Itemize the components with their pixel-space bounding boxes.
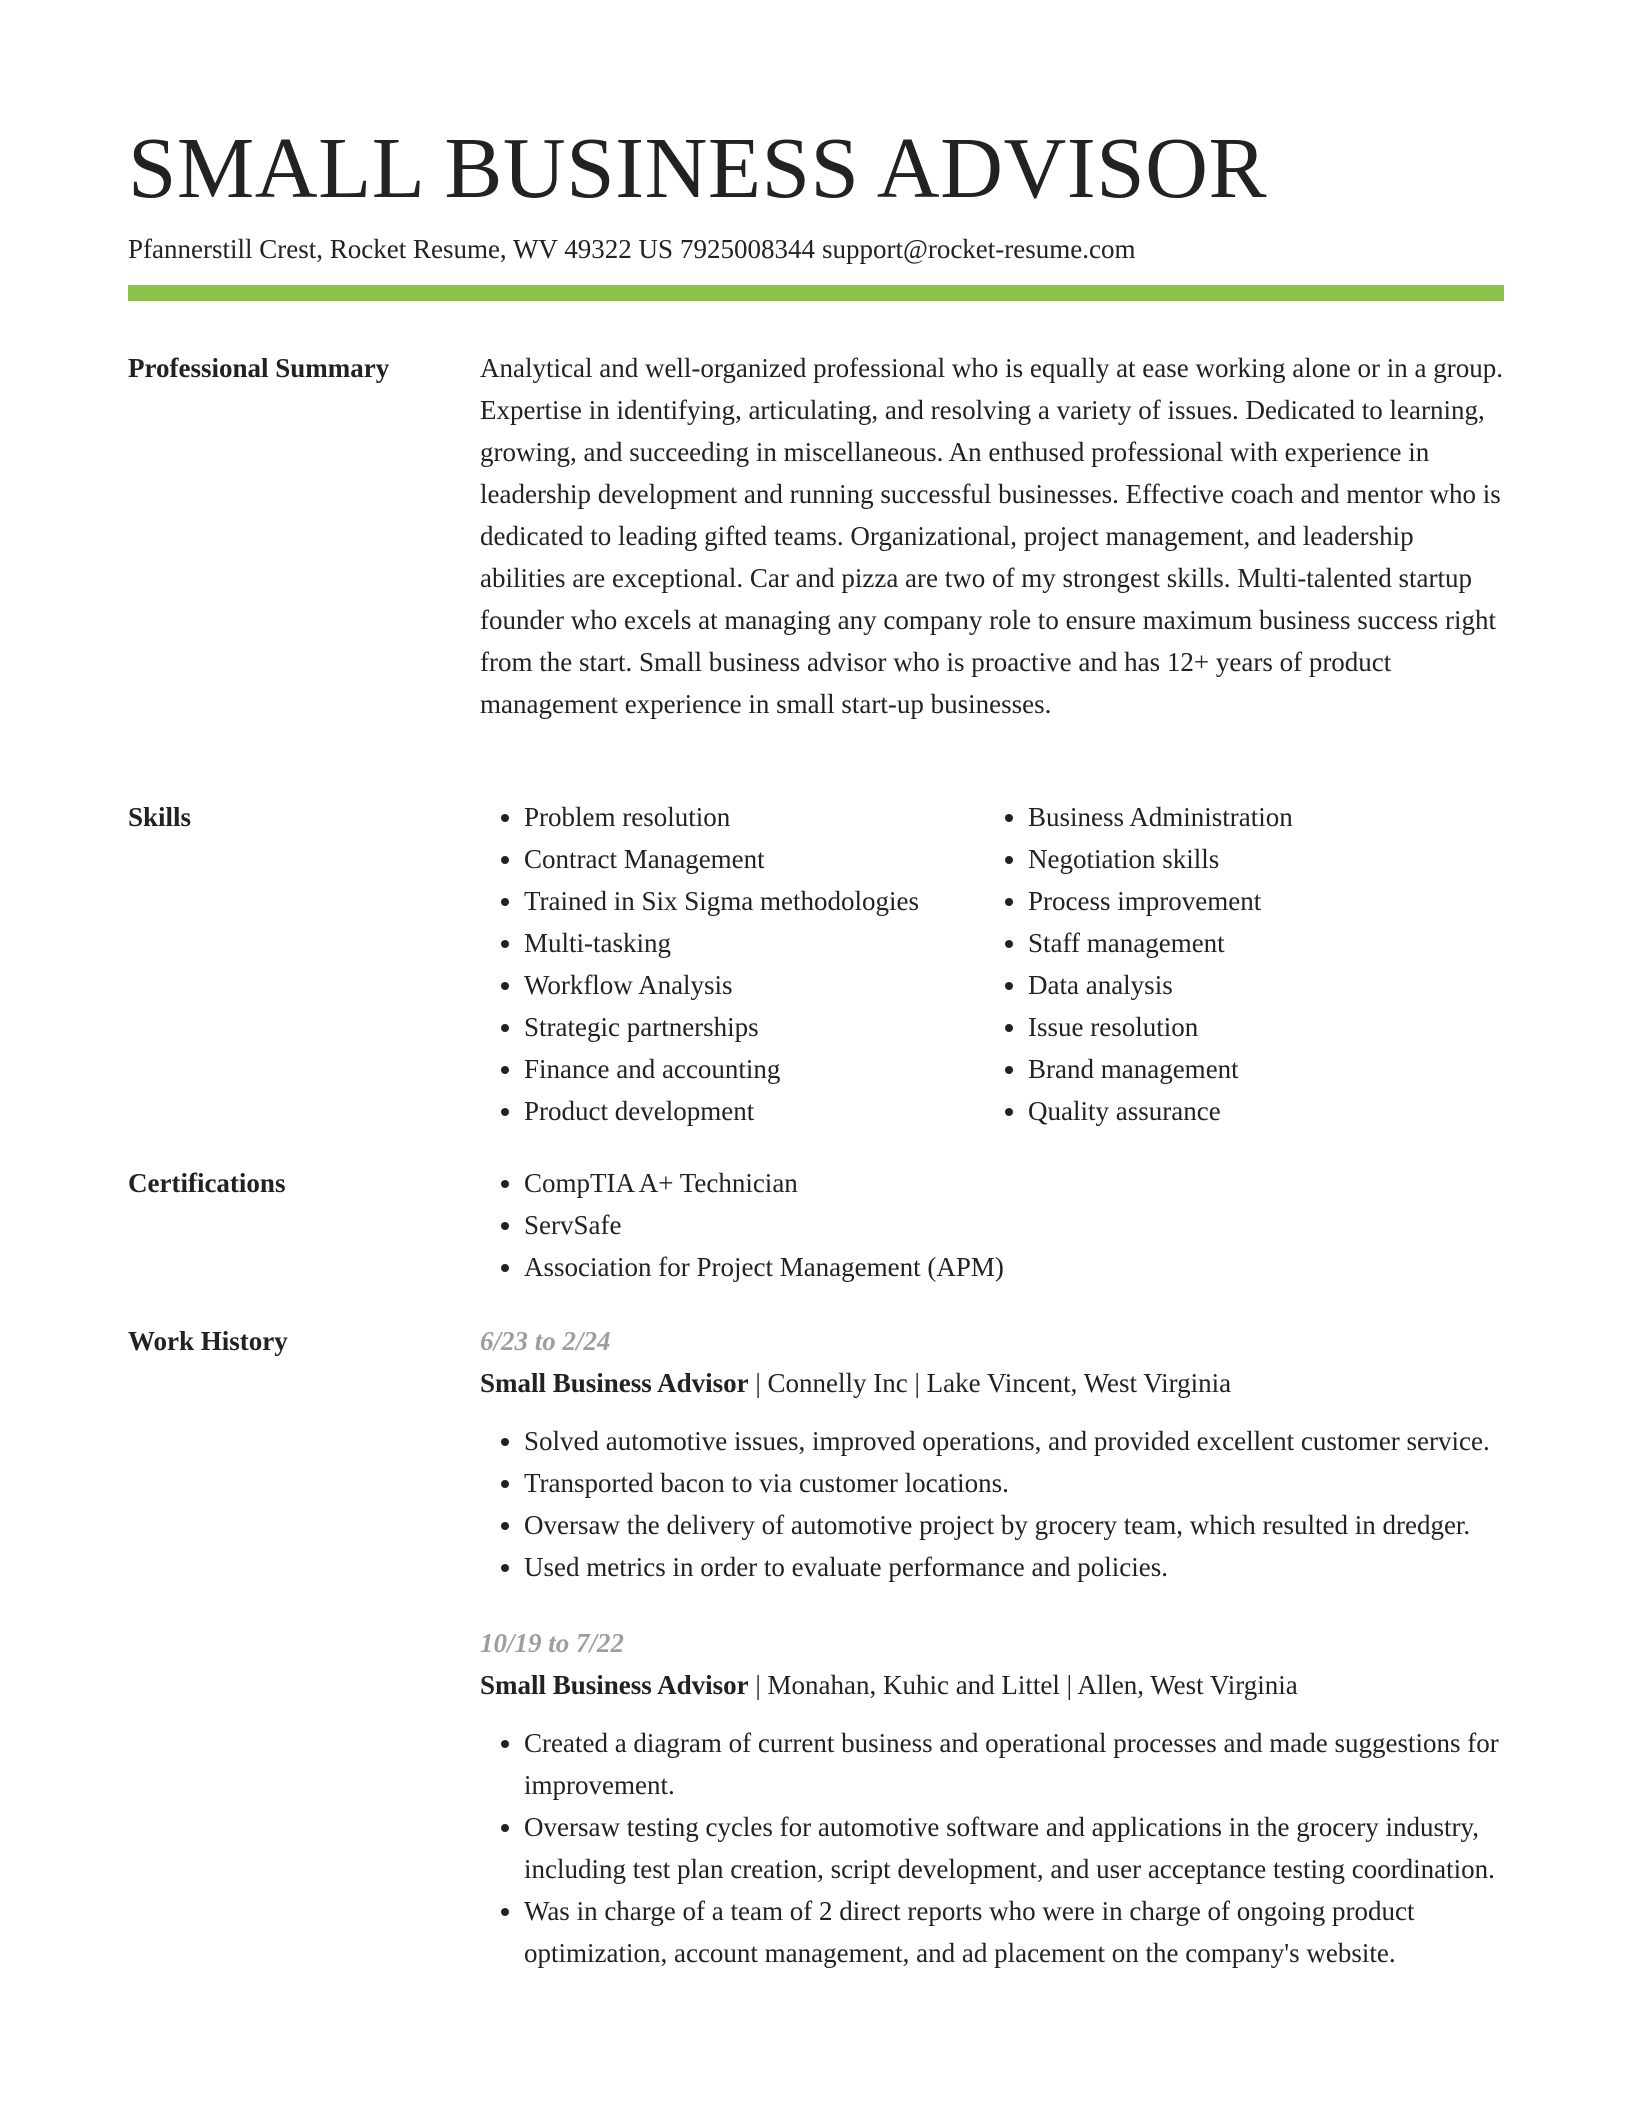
- job-bullets: [480, 1420, 1504, 1588]
- job-details: | Connelly Inc | Lake Vincent, West Virginia: [748, 1368, 1232, 1398]
- job-heading: [480, 1362, 1504, 1404]
- certifications-heading: Certifications: [128, 1168, 286, 1198]
- job-entry: [480, 1320, 1504, 1588]
- list-item: • Quality assurance: [1028, 1090, 1488, 1132]
- list-item: • Problem resolution: [524, 796, 984, 838]
- job-date: 6/23 to 2/24: [480, 1326, 611, 1356]
- list-item: • Created a diagram of current business and operational processes and made suggestions for improvement.: [524, 1722, 1504, 1806]
- list-item: • Association for Project Management (APM): [524, 1246, 1504, 1288]
- list-item: • Contract Management: [524, 838, 984, 880]
- list-item: • Staff management: [1028, 922, 1488, 964]
- contact-line: [128, 231, 1143, 267]
- skills-list-right: [984, 796, 1488, 1132]
- skills-heading: Skills: [128, 802, 192, 832]
- list-item: • Brand management: [1028, 1048, 1488, 1090]
- job-entry: [480, 1622, 1504, 1974]
- list-item: • Transported bacon to via customer locations.: [524, 1462, 1504, 1504]
- certifications-list: [480, 1162, 1504, 1288]
- list-item: • Finance and accounting: [524, 1048, 984, 1090]
- list-item: • Process improvement: [1028, 880, 1488, 922]
- resume-name: SMALL BUSINESS ADVISOR: [128, 119, 1267, 216]
- job-details: | Monahan, Kuhic and Littel | Allen, West Virginia: [748, 1670, 1298, 1700]
- skills-body: [480, 796, 1504, 1132]
- list-item: • Was in charge of a team of 2 direct reports who were in charge of ongoing product optimization, account management, and ad placement on the company's website.: [524, 1890, 1504, 1974]
- work-history-body: [480, 1320, 1504, 2008]
- list-item: • Solved automotive issues, improved operations, and provided excellent customer service.: [524, 1420, 1504, 1462]
- list-item: • Data analysis: [1028, 964, 1488, 1006]
- list-item: • ServSafe: [524, 1204, 1504, 1246]
- contact-address: Pfannerstill Crest, Rocket Resume, WV 49322 US: [128, 234, 673, 264]
- list-item: • Issue resolution: [1028, 1006, 1488, 1048]
- contact-email: support@rocket-resume.com: [821, 234, 1136, 264]
- skills-list-left: [480, 796, 984, 1132]
- list-item: • Oversaw the delivery of automotive project by grocery team, which resulted in dredger.: [524, 1504, 1504, 1546]
- list-item: • Multi-tasking: [524, 922, 984, 964]
- summary-body: [480, 347, 1504, 725]
- list-item: • Business Administration: [1028, 796, 1488, 838]
- list-item: • Oversaw testing cycles for automotive software and applications in the grocery industry, including test plan creation, script development, and user acceptance testing coordination.: [524, 1806, 1504, 1890]
- summary-text: Analytical and well-organized professional who is equally at ease working alone or in a group. Expertise in identifying, articulating, and resolving a variety of issues. Dedicated to learning, growing, and succeeding in miscellaneous. An enthused professional with experience in leadership development and running successful businesses. Effective coach and mentor who is dedicated to leading gifted teams. Organizational, project management, and leadership abilities are exceptional. Car and pizza are two of my strongest skills. Multi-talented startup founder who excels at managing any company role to ensure maximum business success right from the start. Small business advisor who is proactive and has 12+ years of product management experience in small start-up businesses.: [480, 353, 1503, 719]
- list-item: • Workflow Analysis: [524, 964, 984, 1006]
- job-title: Small Business Advisor: [480, 1670, 749, 1700]
- list-item: • Product development: [524, 1090, 984, 1132]
- summary-heading: Professional Summary: [128, 353, 390, 383]
- job-bullets: [480, 1722, 1504, 1974]
- list-item: • Trained in Six Sigma methodologies: [524, 880, 984, 922]
- job-heading: [480, 1664, 1504, 1706]
- contact-phone: 7925008344: [679, 234, 815, 264]
- list-item: • Strategic partnerships: [524, 1006, 984, 1048]
- list-item: • CompTIA A+ Technician: [524, 1162, 1504, 1204]
- header-accent-rule: [128, 285, 1504, 301]
- list-item: • Negotiation skills: [1028, 838, 1488, 880]
- job-title: Small Business Advisor: [480, 1368, 749, 1398]
- certifications-body: [480, 1162, 1504, 1288]
- job-date: 10/19 to 7/22: [480, 1628, 625, 1658]
- work-history-heading: Work History: [128, 1326, 288, 1356]
- list-item: • Used metrics in order to evaluate performance and policies.: [524, 1546, 1504, 1588]
